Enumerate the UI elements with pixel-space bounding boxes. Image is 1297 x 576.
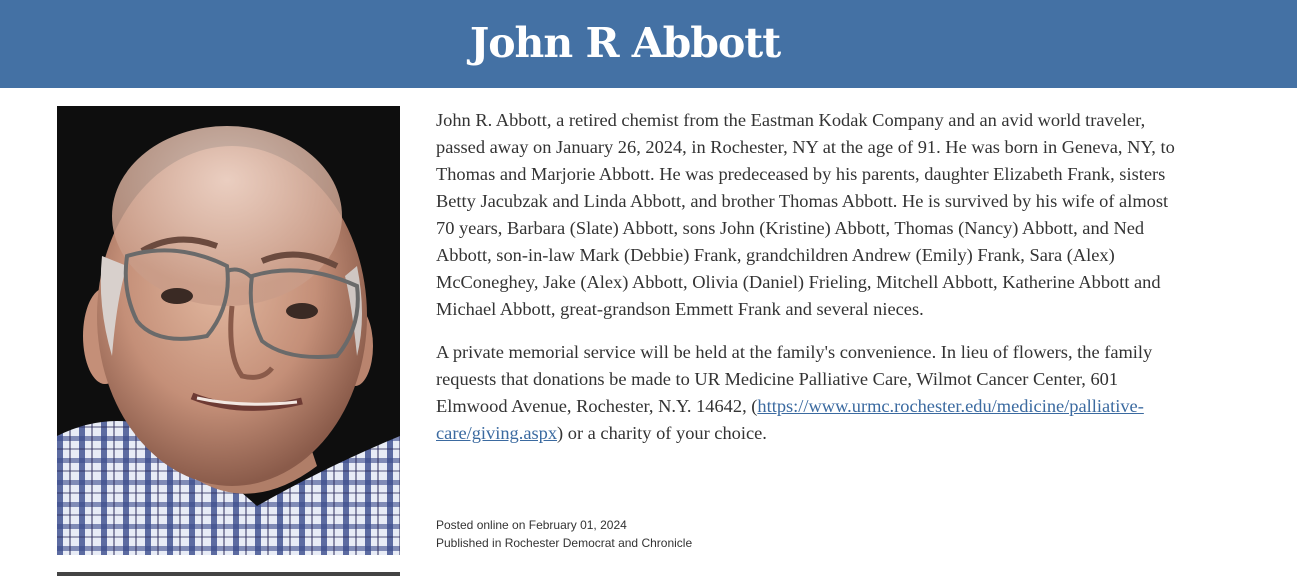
posted-date: Posted online on February 01, 2024 (436, 518, 627, 532)
paragraph-2-text-before: A private memorial service will be held at the family's convenience. In lieu of flowers, the family requests that donations be made to UR Medicine Palliative Care, Wilmot Cancer Center, 601 Elmwood Avenue, Rochester, N.Y. 14642, ( (436, 342, 1153, 416)
header-banner (0, 0, 1297, 88)
published-in: Published in Rochester Democrat and Chronicle (436, 536, 693, 550)
portrait-image (57, 106, 400, 555)
obituary-photo (57, 106, 400, 555)
publication-info (436, 516, 692, 552)
obituary-paragraph-1: John R. Abbott, a retired chemist from the Eastman Kodak Company and an avid world traveler, passed away on January 26, 2024, in Rochester, NY at the age of 91. He was born in Geneva, NY, to Thomas and Marjorie Abbott. He was predeceased by his parents, daughter Elizabeth Frank, sisters Betty Jacubzak and Linda Abbott, and brother Thomas Abbott. He is survived by his wife of almost 70 years, Barbara (Slate) Abbott, sons John (Kristine) Abbott, Thomas (Nancy) Abbott, and Ned Abbott, son-in-law Mark (Debbie) Frank, grandchildren Andrew (Emily) Frank, Sara (Alex) McConeghey, Jake (Alex) Abbott, Olivia (Daniel) Frieling, Mitchell Abbott, Katherine Abbott and Michael Abbott, great-grandson Emmett Frank and several nieces. (436, 110, 1175, 319)
donation-link[interactable]: https://www.urmc.rochester.edu/medicine/palliative-care/giving.aspx (436, 396, 1144, 443)
page-title: John R Abbott (469, 19, 781, 67)
obituary-text (436, 107, 1181, 463)
paragraph-2-text-after: ) or a charity of your choice. (557, 423, 767, 443)
obituary-paragraph-2 (436, 339, 1181, 447)
second-photo-edge (57, 572, 400, 576)
